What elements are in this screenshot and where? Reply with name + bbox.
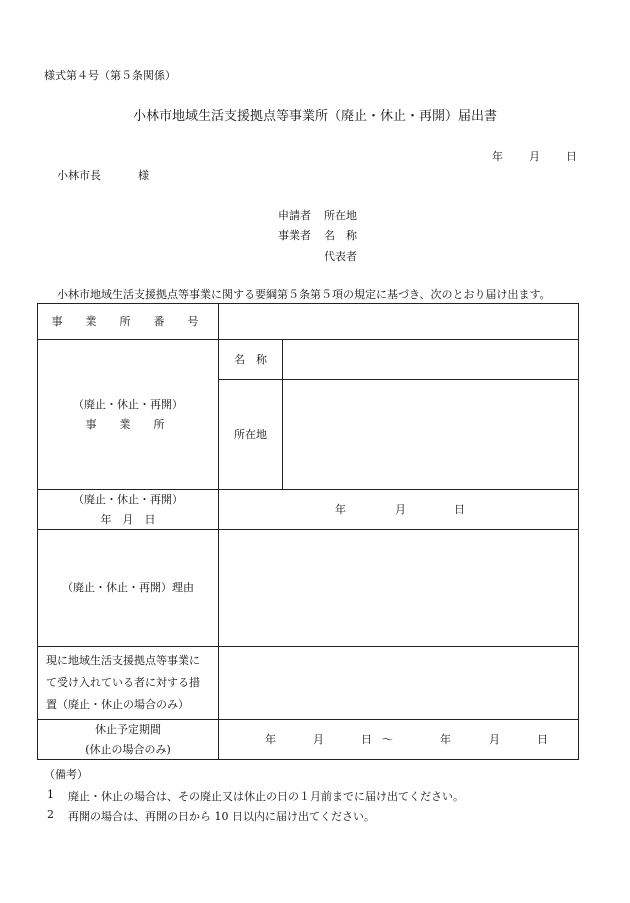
date-row-label (38, 490, 218, 529)
reason-field[interactable] (219, 530, 578, 646)
note-1-text: 廃止・休止の場合は、その廃止又は休止の日の１月前までに届け出てください。 (68, 790, 464, 803)
period-from-month: 月 (313, 732, 324, 746)
note-2-text: 再開の場合は、再開の日から 10 日以内に届け出てください。 (68, 810, 375, 823)
notes-heading: （備考） (44, 768, 88, 781)
form-number: 様式第４号（第５条関係） (44, 69, 176, 82)
measures-label-line1: 現に地域生活支援拠点等事業に (46, 654, 200, 667)
form-table (37, 303, 579, 760)
intro-text: 小林市地域生活支援拠点等事業に関する要綱第５条第５項の規定に基づき、次のとおり届け出ます。 (57, 288, 551, 301)
operator-name-label: 名 称 (324, 229, 357, 242)
period-from-year: 年 (265, 732, 276, 746)
measures-field[interactable] (219, 647, 578, 719)
reason-label: （廃止・休止・再開）理由 (62, 581, 194, 594)
operator-role: 事業者 (278, 229, 311, 242)
date-year-label: 年 (492, 150, 503, 163)
office-address-label: 所在地 (234, 427, 267, 441)
addressee-name: 小林市長 (57, 169, 101, 182)
period-tilde: ～ (382, 732, 393, 746)
office-number-label: 事 業 所 番 号 (51, 314, 205, 328)
date-field-month: 月 (395, 502, 406, 516)
period-to-month: 月 (489, 732, 500, 746)
period-field[interactable] (219, 720, 578, 759)
date-day-label: 日 (566, 150, 577, 163)
note-2-number: 2 (47, 808, 54, 821)
representative-label: 代表者 (324, 250, 357, 263)
date-field[interactable] (219, 490, 578, 529)
office-address-field[interactable] (283, 380, 578, 489)
period-from-day: 日 (361, 732, 372, 746)
page-title: 小林市地域生活支援拠点等事業所（廃止・休止・再開）届出書 (132, 109, 497, 124)
applicant-address-label: 所在地 (324, 209, 357, 222)
period-label-line1: 休止予定期間 (95, 722, 161, 736)
measures-label-line2: て受け入れている者に対する措 (46, 676, 200, 689)
office-number-field[interactable] (219, 304, 578, 339)
period-to-day: 日 (537, 732, 548, 746)
date-field-day: 日 (454, 502, 465, 516)
period-to-year: 年 (440, 732, 451, 746)
date-row-label-line1: （廃止・休止・再開） (73, 492, 183, 506)
office-name-field[interactable] (283, 340, 578, 379)
period-label (38, 720, 218, 759)
office-label-line2: 事 業 所 (85, 417, 171, 431)
date-field-year: 年 (335, 502, 346, 516)
addressee-honorific: 様 (138, 169, 149, 182)
office-label (38, 340, 218, 489)
measures-label-line3: 置（廃止・休止の場合のみ） (46, 698, 189, 711)
note-1-number: 1 (47, 788, 54, 801)
date-row-label-line2: 年 月 日 (100, 512, 156, 526)
applicant-role: 申請者 (278, 209, 311, 222)
date-month-label: 月 (529, 150, 540, 163)
office-name-label: 名 称 (234, 352, 267, 366)
office-label-line1: （廃止・休止・再開） (73, 397, 183, 411)
measures-label (46, 647, 218, 719)
period-label-line2: (休止の場合のみ) (85, 742, 171, 756)
